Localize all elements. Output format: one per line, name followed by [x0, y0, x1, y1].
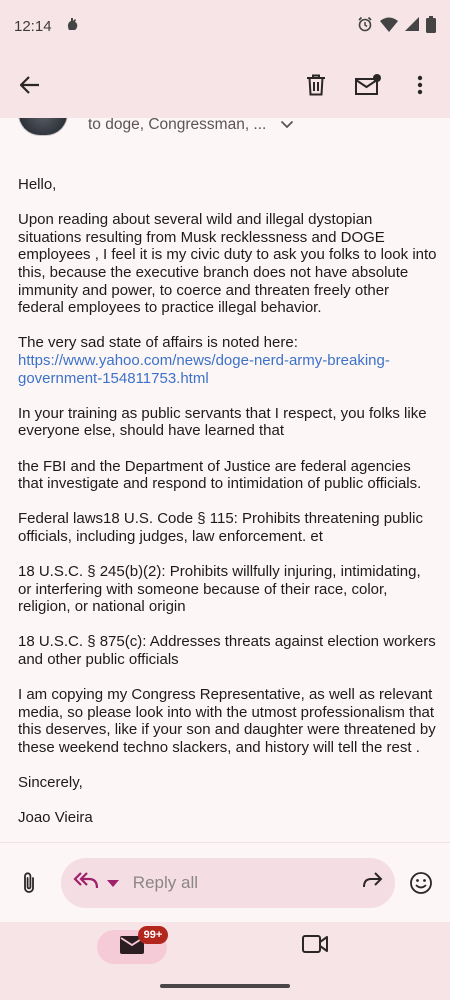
reply-all-field[interactable]	[61, 858, 395, 908]
email-paragraph-4: the FBI and the Department of Justice are federal agencies that investigate and respond to intimidation of public officials.	[18, 457, 422, 493]
sender-header	[18, 118, 450, 140]
mark-unread-icon[interactable]	[348, 65, 388, 105]
delete-icon[interactable]	[296, 65, 336, 105]
back-arrow-icon[interactable]	[10, 65, 50, 105]
email-paragraph-2-text: The very sad state of affairs is noted here:	[18, 334, 298, 352]
notification-app-icon	[66, 16, 80, 36]
bottom-navigation	[0, 922, 450, 1000]
email-body	[18, 176, 438, 842]
email-signature: Joao Vieira	[18, 809, 93, 827]
email-paragraph-5: Federal laws18 U.S. Code § 115: Prohibits threatening public officials, including judges, law enforcement. et	[18, 510, 423, 545]
reply-all-placeholder: Reply all	[132, 872, 198, 892]
alarm-icon	[357, 16, 373, 36]
avatar[interactable]	[18, 118, 68, 136]
email-paragraph-3: In your training as public servants that I respect, you folks like everyone else, should have learned that	[18, 404, 427, 440]
status-bar	[0, 0, 450, 52]
email-closing: Sincerely,	[18, 774, 83, 792]
tab-meet[interactable]	[302, 934, 328, 959]
wifi-icon	[380, 17, 398, 36]
email-paragraph-8: I am copying my Congress Representative, as well as relevant media, so please look into with the utmost professionalism that this deserves, like if your son and daughter were threatened by these weekend techno slackers, and history will tell the rest .	[18, 686, 436, 756]
emoji-icon[interactable]	[401, 863, 440, 903]
forward-icon[interactable]	[361, 871, 383, 894]
email-content[interactable]	[0, 118, 450, 842]
email-greeting: Hello,	[18, 176, 57, 193]
attachment-icon[interactable]	[10, 863, 49, 903]
more-vertical-icon[interactable]	[400, 65, 440, 105]
status-time: 12:14	[14, 17, 52, 35]
app-bar	[0, 52, 450, 118]
video-camera-icon	[302, 941, 328, 958]
article-link[interactable]: https://www.yahoo.com/news/doge-nerd-army-breaking-government-154811753.html	[18, 351, 390, 387]
battery-icon	[426, 16, 436, 37]
email-paragraph-1: Upon reading about several wild and illegal dystopian situations resulting from Musk recklessness and DOGE employees , I feel it is my civic duty to ask you folks to look into this, because the executive branch does not have absolute immunity and power, to coerce and threaten freely other federal employees to practice illegal behavior.	[18, 211, 437, 317]
reply-all-icon[interactable]	[73, 871, 99, 894]
unread-count-badge: 99+	[138, 926, 168, 944]
recipients-summary[interactable]: to doge, Congressman, ...	[88, 118, 267, 133]
reply-type-dropdown-icon[interactable]	[107, 874, 119, 892]
home-indicator[interactable]	[160, 984, 290, 988]
email-paragraph-2	[18, 334, 438, 387]
chevron-down-icon[interactable]	[280, 118, 294, 134]
reply-bar	[0, 842, 450, 922]
cellular-signal-icon	[405, 17, 419, 35]
email-paragraph-7: 18 U.S.C. § 875(c): Addresses threats against election workers and other public officials	[18, 633, 436, 669]
email-paragraph-6: 18 U.S.C. § 245(b)(2): Prohibits willfully injuring, intimidating, or interfering with someone because of their race, color, religion, or national origin	[18, 563, 421, 616]
